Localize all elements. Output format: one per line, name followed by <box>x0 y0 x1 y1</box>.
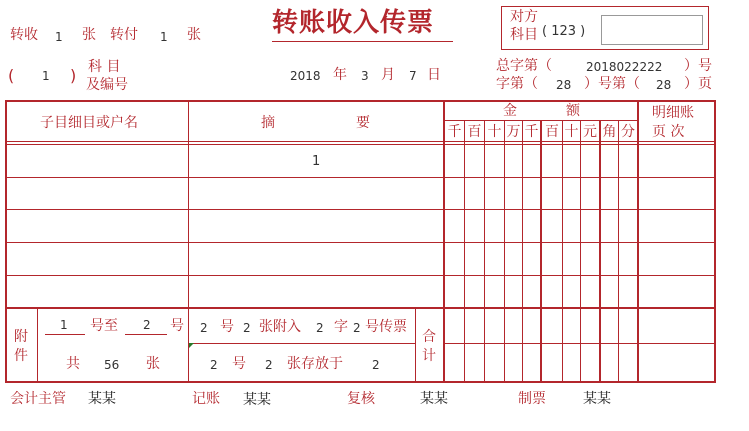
bookkeeper-label: 记账 <box>192 391 220 407</box>
attach-note-2d: 张存放于 <box>287 356 343 372</box>
sheet-unit-1: 张 <box>82 27 96 43</box>
attach-from-value: 1 <box>60 318 68 332</box>
subject-paren-right: ) <box>70 66 77 85</box>
attach-label-1: 附 <box>14 329 28 345</box>
col-detail-header-1: 明细账 <box>652 105 694 121</box>
amount-unit-10k: 万 <box>506 124 521 140</box>
month-label: 月 <box>381 67 395 83</box>
title-underline <box>272 41 453 42</box>
attach-note-1b: 号 <box>220 319 234 335</box>
amount-unit-thousand-10k: 千 <box>447 124 462 140</box>
attach-note-1a: 2 <box>200 321 208 335</box>
sheet-unit-2: 张 <box>187 27 201 43</box>
reviewer-label: 复核 <box>347 391 375 407</box>
subject-paren-value: 1 <box>42 69 50 83</box>
attach-from-label: 号至 <box>90 318 118 334</box>
amount-unit-fen: 分 <box>621 124 635 140</box>
total-no-suffix: ）号 <box>684 58 712 74</box>
subject-label-2: 及编号 <box>86 77 128 93</box>
counterpart-label-1: 对方 <box>510 9 538 25</box>
subject-label-1: 科 目 <box>88 59 121 75</box>
total-sheets-label: 共 <box>66 356 80 372</box>
amount-unit-ten-10k: 十 <box>487 124 502 140</box>
transfer-in-count: 1 <box>55 30 63 44</box>
supervisor-value: 某某 <box>88 391 116 407</box>
bookkeeper-value: 某某 <box>243 392 271 408</box>
transfer-out-label: 转付 <box>110 27 138 43</box>
amount-unit-hundred: 百 <box>545 124 559 140</box>
page-no-suffix: ）页 <box>684 76 712 92</box>
date-year: 2018 <box>290 69 321 83</box>
attach-note-2a: 2 <box>210 358 218 372</box>
day-label: 日 <box>427 67 441 83</box>
row1-summary: 1 <box>312 154 321 169</box>
year-label: 年 <box>333 67 347 83</box>
attach-note-1g: 2 <box>353 321 361 335</box>
attach-note-2e: 2 <box>372 358 380 372</box>
voucher-title: 转账收入传票 <box>272 8 435 38</box>
amount-unit-thousand: 千 <box>524 124 539 140</box>
total-sheets-value: 56 <box>104 358 120 372</box>
total-no-value: 2018022222 <box>586 60 663 74</box>
attach-note-1d: 张附入 <box>259 319 301 335</box>
attach-note-1h: 号传票 <box>365 319 407 335</box>
word-no-mid: ）号第（ <box>584 76 640 92</box>
sum-label-1: 合 <box>422 329 436 345</box>
attach-label-2: 件 <box>14 348 28 364</box>
word-no-label: 字第（ <box>496 76 538 92</box>
page-no-value: 28 <box>656 78 672 92</box>
amount-unit-yuan: 元 <box>583 124 597 140</box>
maker-label: 制票 <box>518 391 546 407</box>
subject-paren-left: ( <box>8 66 15 85</box>
transfer-out-count: 1 <box>160 30 168 44</box>
cell-corner-marker <box>189 343 194 348</box>
total-no-label: 总字第（ <box>496 58 552 74</box>
attach-note-1f: 字 <box>334 319 348 335</box>
amount-unit-hundred-10k: 百 <box>467 124 482 140</box>
total-sheets-unit: 张 <box>146 356 160 372</box>
sum-label-2: 计 <box>422 348 436 364</box>
attach-note-1e: 2 <box>316 321 324 335</box>
transfer-in-label: 转收 <box>10 27 38 43</box>
maker-value: 某某 <box>583 391 611 407</box>
attach-to-label: 号 <box>170 318 184 334</box>
attach-note-2c: 2 <box>265 358 273 372</box>
counterpart-value: ( 123 ) <box>542 24 586 39</box>
attach-from-line <box>45 334 85 335</box>
reviewer-value: 某某 <box>420 391 448 407</box>
date-month: 3 <box>361 69 369 83</box>
col-detail-header-2: 页 次 <box>652 124 685 140</box>
col-amount-header-2: 额 <box>566 103 580 119</box>
col-amount-header-1: 金 <box>503 103 517 119</box>
counterpart-input[interactable] <box>601 15 703 45</box>
attach-to-value: 2 <box>143 318 151 332</box>
word-no-value: 28 <box>556 78 572 92</box>
amount-unit-ten: 十 <box>564 124 579 140</box>
col-summary-header-2: 要 <box>356 115 370 131</box>
attach-note-1c: 2 <box>243 321 251 335</box>
col-subject-header: 子目细目或户名 <box>40 115 138 131</box>
counterpart-label-2: 科目 <box>510 27 538 43</box>
date-day: 7 <box>409 69 417 83</box>
amount-unit-jiao: 角 <box>602 124 617 140</box>
col-summary-header-1: 摘 <box>261 115 275 131</box>
attach-note-2b: 号 <box>232 356 246 372</box>
attach-to-line <box>125 334 167 335</box>
supervisor-label: 会计主管 <box>10 391 66 407</box>
